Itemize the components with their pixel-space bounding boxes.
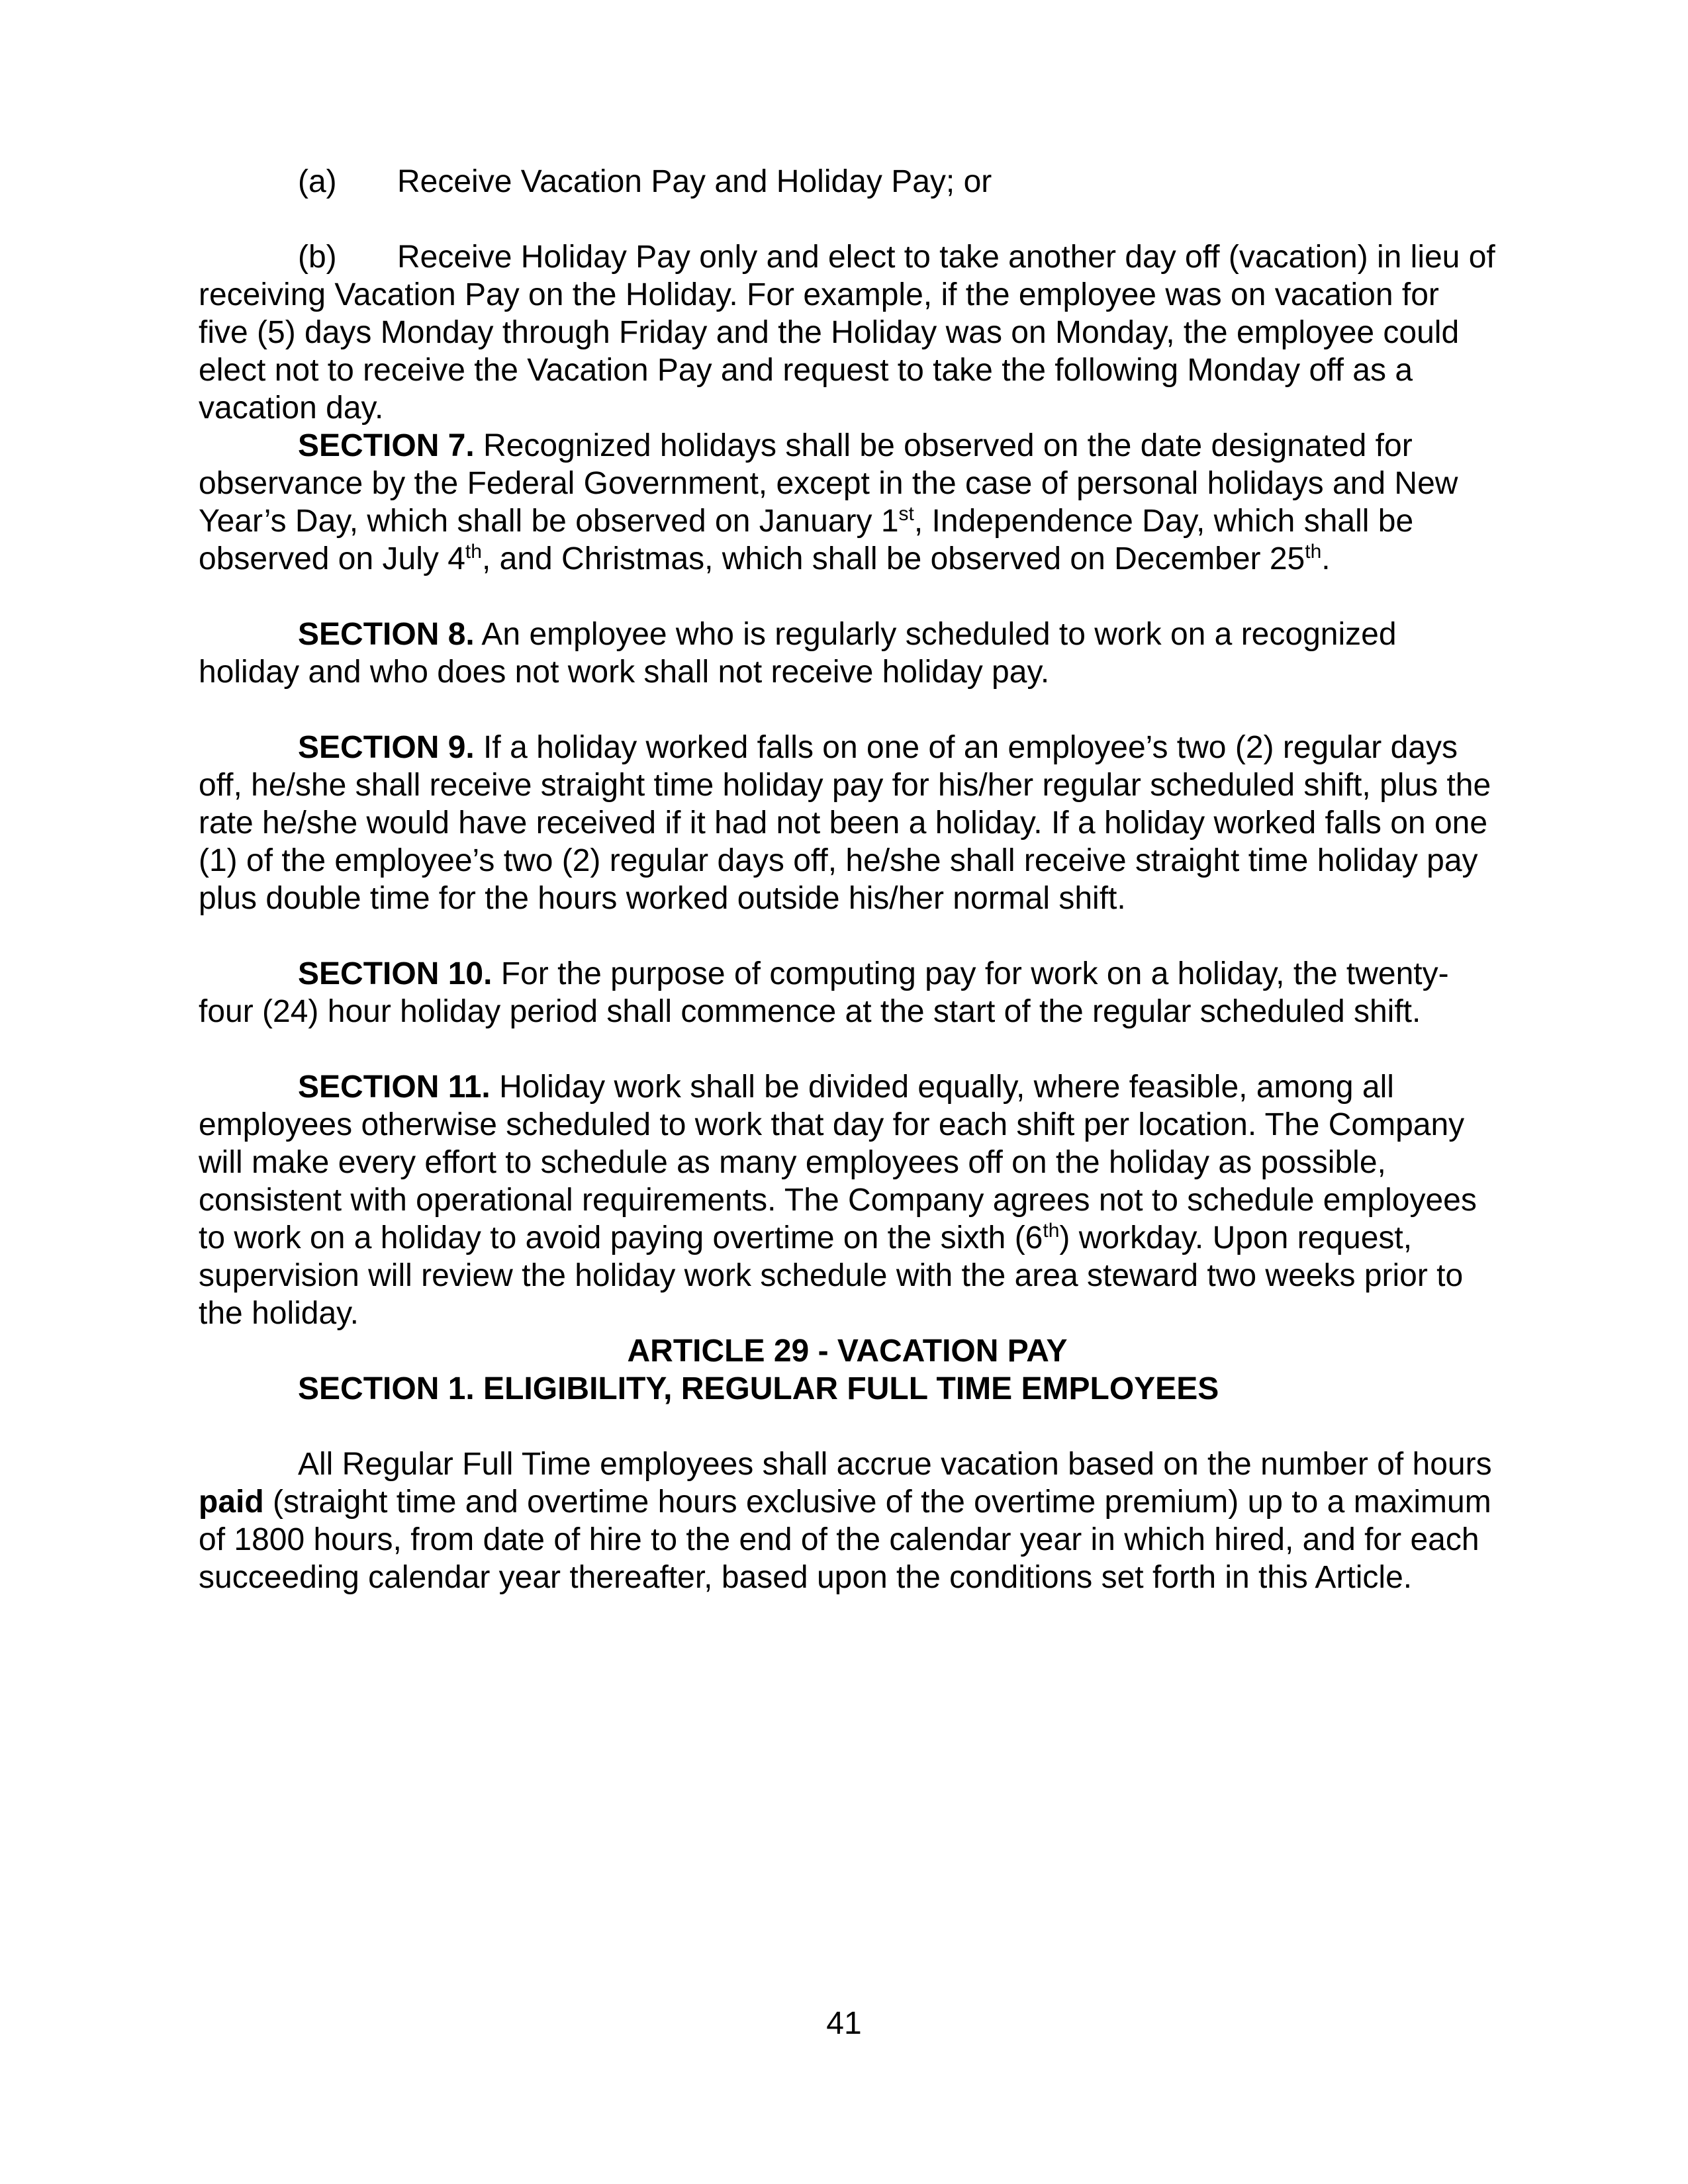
section-text: Holiday work shall be divided equally, where feasible, among all employees otherwise scheduled to work that day for each shift per location. The Company will make every effort to schedule as many employees off on the holiday as possible, consistent with operational requirements. The Company agrees not to schedule employees to work on a holiday to avoid paying overtime on the sixth (6 bbox=[199, 1069, 1477, 1255]
section-heading: SECTION 7. bbox=[298, 428, 475, 463]
article-title: ARTICLE 29 - VACATION PAY bbox=[627, 1334, 1068, 1369]
ordinal-suffix: th bbox=[465, 541, 482, 563]
item-text: Receive Holiday Pay only and elect to take another day off (vacation) in lieu of receiving Vacation Pay on the Holiday. For example, if the employee was on vacation for five (5) days Monday through Friday and the Holiday was on Monday, the employee could elect not to receive the Vacation Pay and request to take the following Monday off as a vacation day. bbox=[199, 240, 1495, 426]
section-heading: SECTION 10. bbox=[298, 956, 492, 991]
item-label: (a) bbox=[298, 164, 337, 199]
section-11-paragraph bbox=[199, 1068, 1496, 1332]
section-text: For the purpose of computing pay for work on a holiday, the twenty-four (24) hour holiday period shall commence at the start of the regular scheduled shift. bbox=[199, 956, 1449, 1029]
section-heading: SECTION 11. bbox=[298, 1069, 491, 1105]
section-text: , and Christmas, which shall be observed on December 25 bbox=[481, 541, 1305, 576]
list-item-b bbox=[199, 238, 1496, 427]
ordinal-suffix: st bbox=[898, 503, 914, 525]
page-content bbox=[199, 163, 1496, 1596]
section-text: (straight time and overtime hours exclusive of the overtime premium) up to a maximum of 1800 hours, from date of hire to the end of the calendar year in which hired, and for each succeeding calendar year thereafter, based upon the conditions set forth in this Article. bbox=[199, 1484, 1491, 1595]
section-text: ) workday. Upon request, supervision will review the holiday work schedule with the area steward two weeks prior to the holiday. bbox=[199, 1220, 1464, 1331]
ordinal-suffix: th bbox=[1305, 541, 1322, 563]
section-text: An employee who is regularly scheduled to work on a recognized holiday and who does not work shall not receive holiday pay. bbox=[199, 617, 1397, 690]
section-text: , Independence Day, which shall be observed on July 4 bbox=[199, 504, 1414, 576]
section-text: All Regular Full Time employees shall accrue vacation based on the number of hours bbox=[298, 1447, 1492, 1482]
section-text: If a holiday worked falls on one of an employee’s two (2) regular days off, he/she shall receive straight time holiday pay for his/her regular scheduled shift, plus the rate he/she would have received if it had not been a holiday. If a holiday worked falls on one (1) of the employee’s two (2) regular days off, he/she shall receive straight time holiday pay plus double time for the hours worked outside his/her normal shift. bbox=[199, 730, 1491, 916]
section-text: Recognized holidays shall be observed on the date designated for observance by the Federal Government, except in the case of personal holidays and New Year’s Day, which shall be observed on January 1 bbox=[199, 428, 1458, 539]
section-heading: SECTION 8. bbox=[298, 617, 475, 652]
page-number: 41 bbox=[826, 2006, 862, 2041]
article-section-paragraph bbox=[199, 1445, 1496, 1596]
item-label: (b) bbox=[298, 240, 337, 275]
section-8-paragraph bbox=[199, 615, 1496, 691]
ordinal-suffix: th bbox=[1043, 1220, 1060, 1242]
article-section-title: SECTION 1. ELIGIBILITY, REGULAR FULL TIME EMPLOYEES bbox=[298, 1371, 1219, 1406]
list-item-a bbox=[199, 163, 1496, 201]
section-heading: SECTION 9. bbox=[298, 730, 475, 765]
section-text: . bbox=[1321, 541, 1331, 576]
section-9-paragraph bbox=[199, 729, 1496, 917]
emphasis-paid: paid bbox=[199, 1484, 264, 1520]
item-text: Receive Vacation Pay and Holiday Pay; or bbox=[397, 164, 992, 199]
section-10-paragraph bbox=[199, 955, 1496, 1030]
section-7-paragraph bbox=[199, 427, 1496, 578]
